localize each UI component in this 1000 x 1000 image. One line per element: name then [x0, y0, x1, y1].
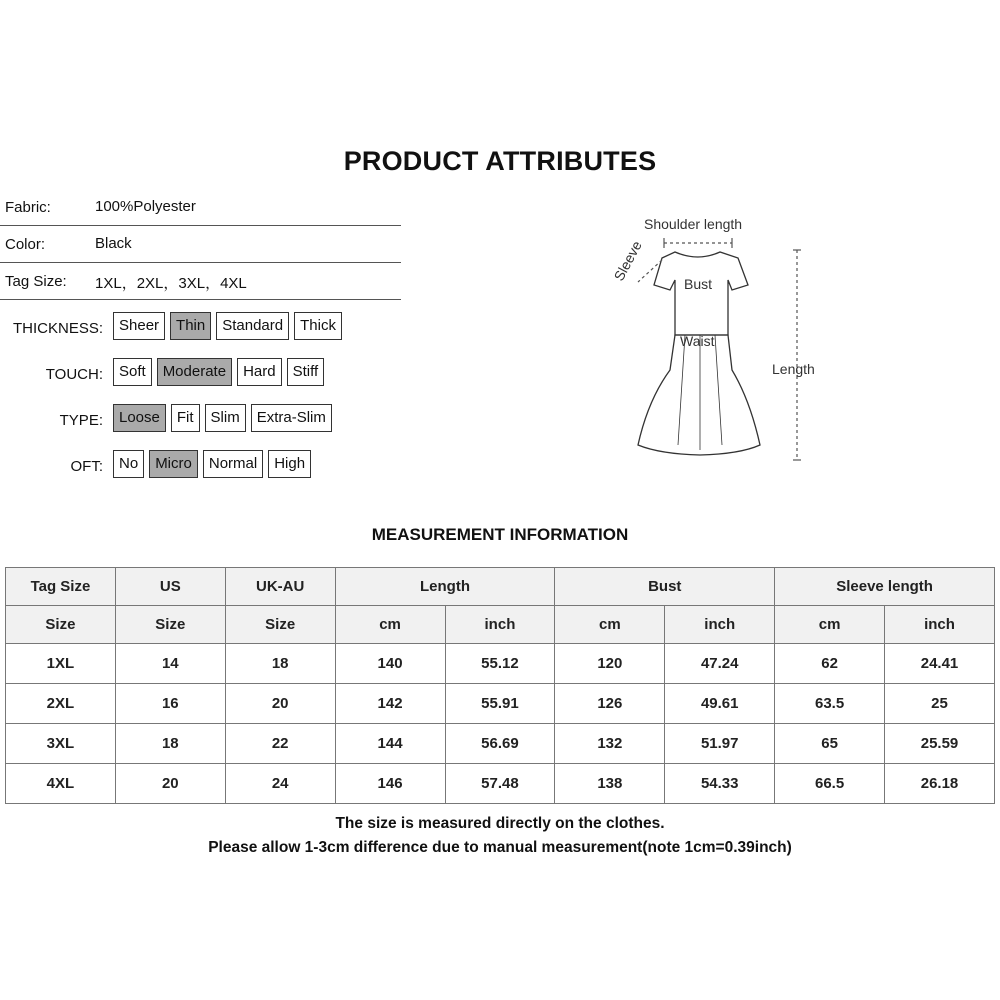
- option-group-label: THICKNESS:: [12, 320, 103, 337]
- option-group-label: TOUCH:: [45, 366, 103, 383]
- table-cell: 120: [555, 644, 665, 684]
- length-label: Length: [772, 361, 815, 377]
- sleeve-label: Sleeve: [610, 238, 645, 284]
- attr-value: 100%Polyester: [95, 198, 196, 215]
- table-row: [6, 764, 995, 804]
- table-cell: 54.33: [665, 764, 775, 804]
- table-cell: 138: [555, 764, 665, 804]
- option-chip-soft[interactable]: Soft: [113, 358, 152, 386]
- table-cell: 55.12: [445, 644, 555, 684]
- table-cell: 1XL: [6, 644, 116, 684]
- table-cell: 26.18: [885, 764, 995, 804]
- option-chip-no[interactable]: No: [113, 450, 144, 478]
- header-row: [6, 568, 995, 606]
- column-subheader: Size: [115, 606, 225, 644]
- table-cell: 22: [225, 724, 335, 764]
- table-row: [6, 684, 995, 724]
- table-cell: 57.48: [445, 764, 555, 804]
- table-cell: 2XL: [6, 684, 116, 724]
- table-cell: 56.69: [445, 724, 555, 764]
- table-cell: 4XL: [6, 764, 116, 804]
- table-row: [6, 724, 995, 764]
- option-chip-slim[interactable]: Slim: [205, 404, 246, 432]
- table-cell: 14: [115, 644, 225, 684]
- column-subheader: Size: [6, 606, 116, 644]
- column-subheader: Size: [225, 606, 335, 644]
- option-group: [0, 404, 326, 432]
- table-cell: 144: [335, 724, 445, 764]
- attr-label: Tag Size:: [5, 273, 67, 290]
- column-subheader: inch: [885, 606, 995, 644]
- shoulder-length-label: Shoulder length: [644, 216, 743, 232]
- option-chip-moderate[interactable]: Moderate: [157, 358, 232, 386]
- option-group: [0, 450, 306, 478]
- option-chip-micro[interactable]: Micro: [149, 450, 198, 478]
- table-row: [6, 644, 995, 684]
- subheader-row: [6, 606, 995, 644]
- attr-label: Fabric:: [5, 199, 51, 216]
- measurement-table-head: [6, 568, 995, 644]
- option-chips: [113, 312, 342, 340]
- column-subheader: cm: [555, 606, 665, 644]
- option-chip-thin[interactable]: Thin: [170, 312, 211, 340]
- table-cell: 63.5: [775, 684, 885, 724]
- option-chip-standard[interactable]: Standard: [216, 312, 289, 340]
- option-chip-sheer[interactable]: Sheer: [113, 312, 165, 340]
- table-cell: 24: [225, 764, 335, 804]
- table-cell: 146: [335, 764, 445, 804]
- option-chip-extra-slim[interactable]: Extra-Slim: [251, 404, 332, 432]
- table-cell: 51.97: [665, 724, 775, 764]
- measurement-title: MEASUREMENT INFORMATION: [371, 525, 629, 544]
- note-line-1: The size is measured directly on the clothes.: [335, 815, 665, 832]
- option-chip-high[interactable]: High: [268, 450, 311, 478]
- attr-value: 1XL，2XL，3XL，4XL: [95, 275, 247, 292]
- table-cell: 25.59: [885, 724, 995, 764]
- option-group-label: TYPE:: [59, 412, 103, 429]
- option-chip-stiff[interactable]: Stiff: [287, 358, 325, 386]
- column-header: UK-AU: [225, 568, 335, 606]
- waist-label: Waist: [680, 333, 715, 349]
- table-cell: 3XL: [6, 724, 116, 764]
- table-cell: 20: [225, 684, 335, 724]
- column-subheader: inch: [665, 606, 775, 644]
- attr-value: Black: [95, 235, 132, 252]
- column-header: Tag Size: [6, 568, 116, 606]
- column-header: US: [115, 568, 225, 606]
- table-cell: 49.61: [665, 684, 775, 724]
- table-cell: 55.91: [445, 684, 555, 724]
- table-cell: 66.5: [775, 764, 885, 804]
- option-group: [0, 358, 319, 386]
- option-chips: [113, 358, 324, 386]
- table-cell: 24.41: [885, 644, 995, 684]
- option-group: [0, 312, 336, 340]
- column-header: Length: [335, 568, 555, 606]
- table-cell: 20: [115, 764, 225, 804]
- table-cell: 142: [335, 684, 445, 724]
- option-group-label: OFT:: [70, 458, 103, 475]
- column-header: Sleeve length: [775, 568, 995, 606]
- column-subheader: cm: [335, 606, 445, 644]
- attr-row-color: [0, 226, 401, 263]
- table-cell: 25: [885, 684, 995, 724]
- table-cell: 132: [555, 724, 665, 764]
- measurement-table-body: [6, 644, 995, 804]
- option-chip-normal[interactable]: Normal: [203, 450, 263, 478]
- table-cell: 62: [775, 644, 885, 684]
- option-chips: [113, 450, 311, 478]
- option-chip-thick[interactable]: Thick: [294, 312, 342, 340]
- table-cell: 140: [335, 644, 445, 684]
- dress-size-diagram: [600, 210, 840, 480]
- attr-row-tag-size: [0, 263, 401, 300]
- option-chips: [113, 404, 332, 432]
- column-header: Bust: [555, 568, 775, 606]
- option-chip-fit[interactable]: Fit: [171, 404, 200, 432]
- table-cell: 65: [775, 724, 885, 764]
- bust-label: Bust: [684, 276, 713, 292]
- table-cell: 126: [555, 684, 665, 724]
- page-title: PRODUCT ATTRIBUTES: [343, 146, 657, 176]
- option-chip-hard[interactable]: Hard: [237, 358, 282, 386]
- table-cell: 47.24: [665, 644, 775, 684]
- table-cell: 18: [115, 724, 225, 764]
- attr-row-fabric: [0, 189, 401, 226]
- column-subheader: inch: [445, 606, 555, 644]
- note-line-2: Please allow 1-3cm difference due to manual measurement(note 1cm=0.39inch): [208, 839, 792, 856]
- table-cell: 16: [115, 684, 225, 724]
- measurement-table: [5, 567, 995, 804]
- table-cell: 18: [225, 644, 335, 684]
- option-chip-loose[interactable]: Loose: [113, 404, 166, 432]
- attr-label: Color:: [5, 236, 46, 253]
- column-subheader: cm: [775, 606, 885, 644]
